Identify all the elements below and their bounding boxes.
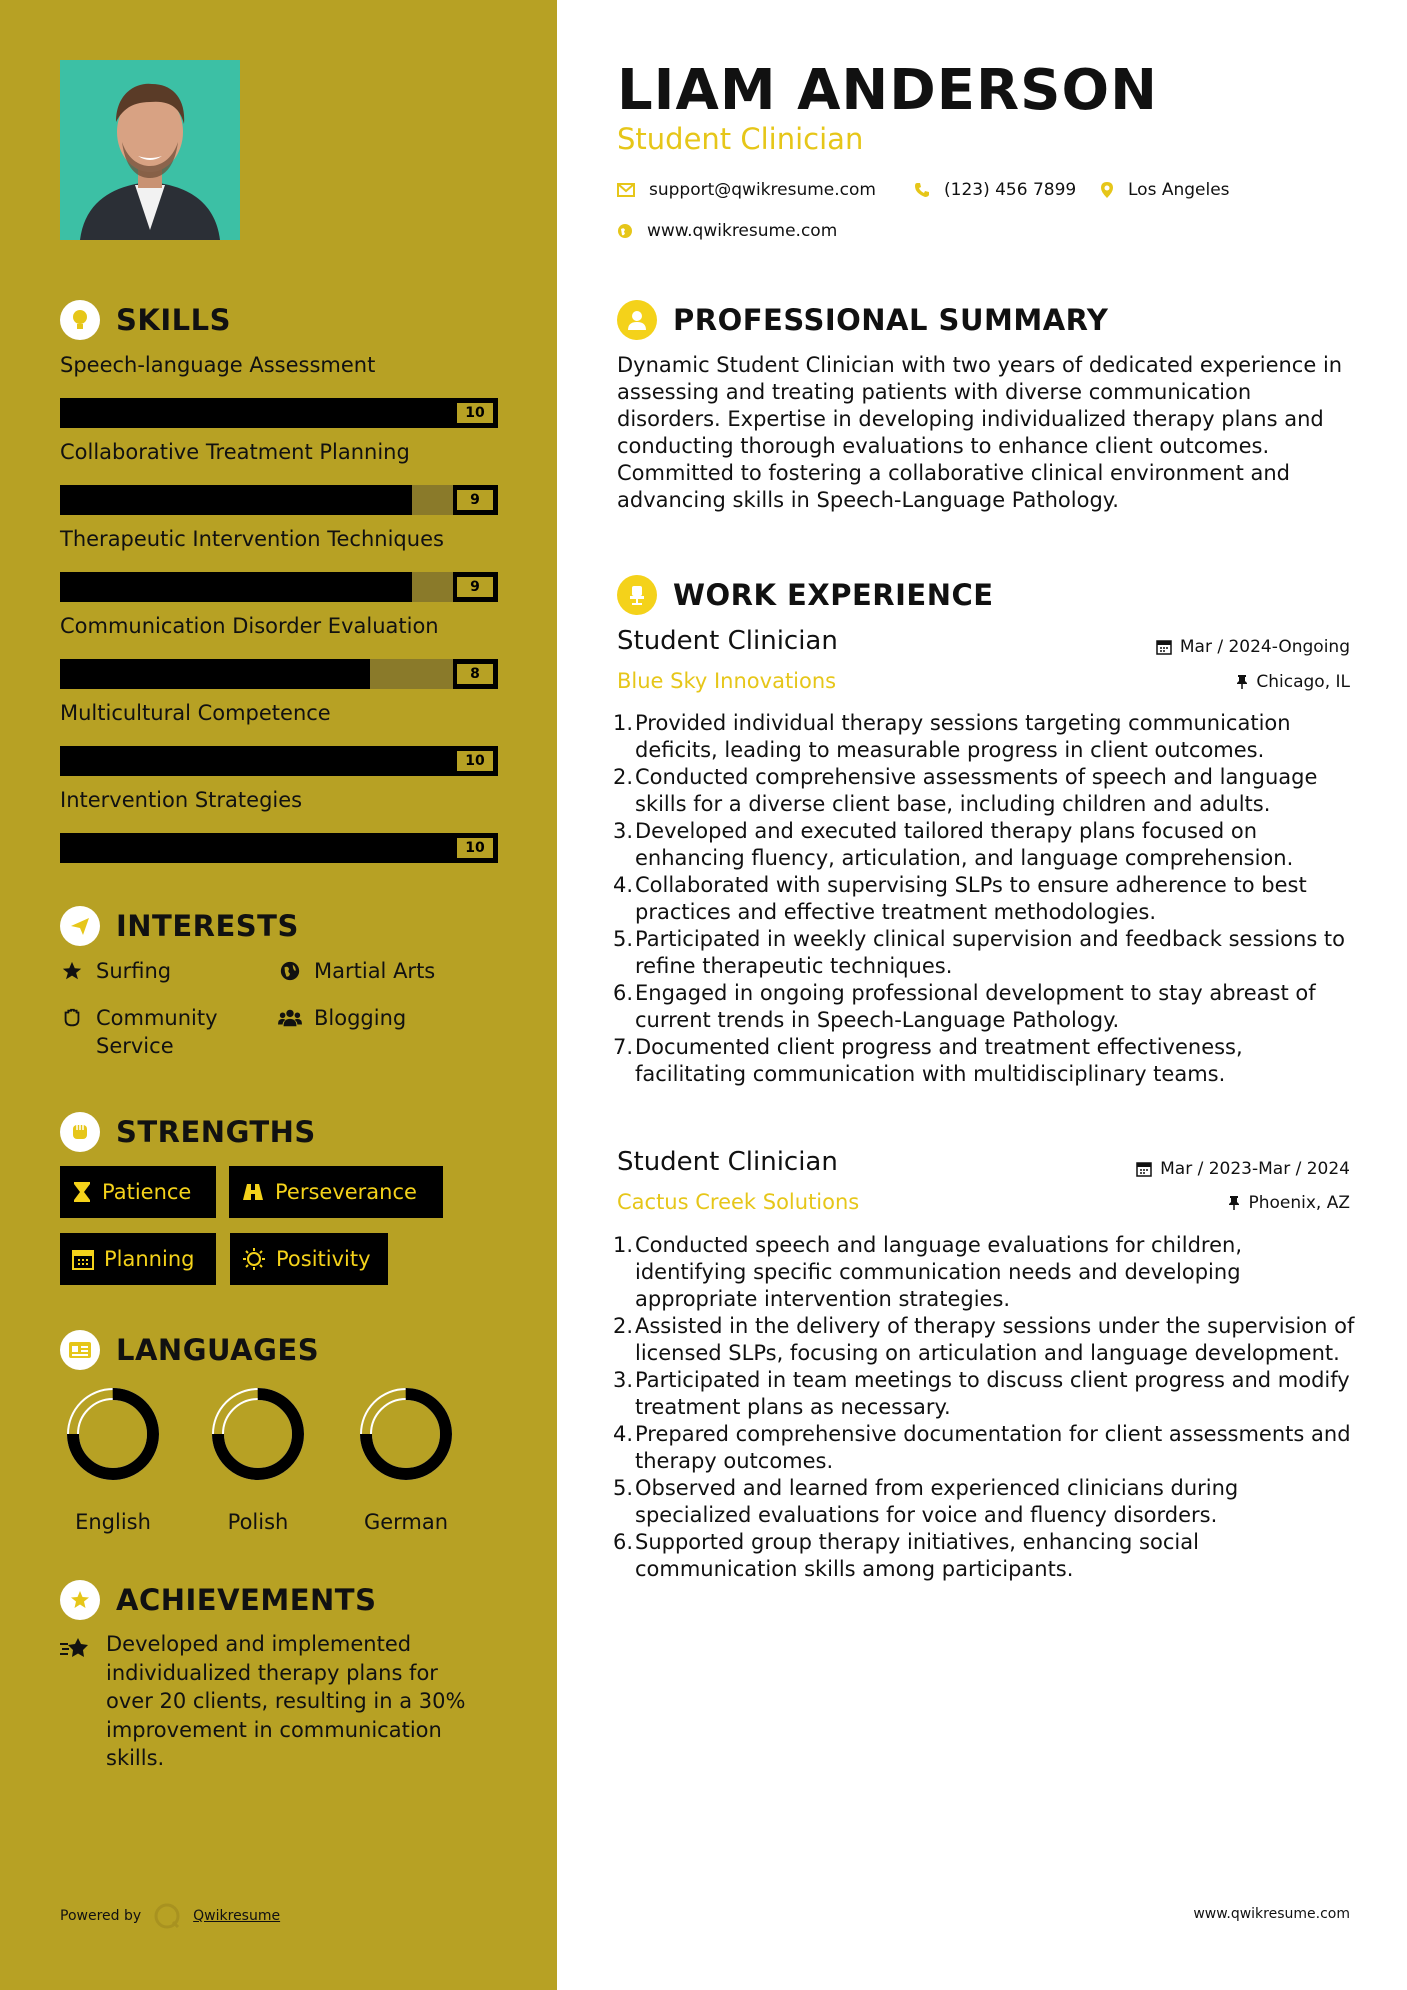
language-name: German [363, 1510, 449, 1534]
skill-bar [60, 572, 498, 602]
strength-badge [60, 1166, 216, 1218]
qwikresume-logo-icon [153, 1902, 181, 1930]
skills-title: SKILLS [116, 303, 231, 337]
globe-icon [278, 957, 302, 985]
skill-score: 8 [455, 662, 495, 686]
job-dates-text: Mar / 2024-Ongoing [1179, 637, 1350, 657]
skill-name: Speech-language Assessment [60, 353, 376, 377]
skill-bar [60, 659, 498, 689]
strength-badge [230, 1233, 388, 1285]
job-title: Student Clinician [617, 1147, 838, 1177]
achievement-text: Developed and implemented individualized therapy plans for over 20 clients, resulting in a 30% improvement in communication skills. [106, 1632, 466, 1770]
job-dates [1156, 637, 1350, 657]
skill-score: 9 [455, 575, 495, 599]
phone-icon [914, 182, 930, 198]
experience-title: WORK EXPERIENCE [673, 578, 994, 612]
strength-label: Patience [102, 1180, 192, 1204]
list-item: 4. Prepared comprehensive documentation for client assessments and therapy outcomes. [613, 1422, 1351, 1473]
language-name: English [75, 1510, 151, 1534]
candidate-role: Student Clinician [617, 122, 864, 156]
list-item: 1. Provided individual therapy sessions targeting communication deficits, leading to measurable progress in client outcomes. [613, 711, 1291, 762]
email-text[interactable]: support@qwikresume.com [649, 180, 876, 200]
calendar-icon [1136, 1161, 1152, 1177]
job-location [1228, 1193, 1350, 1213]
languages-title: LANGUAGES [116, 1333, 320, 1367]
skill-name: Collaborative Treatment Planning [60, 440, 410, 464]
skill-score: 10 [455, 836, 495, 860]
list-item: 2. Conducted comprehensive assessments of speech and language skills for a diverse client base, including children and adults. [613, 765, 1318, 816]
pushpin-icon [1228, 1195, 1240, 1211]
languages-heading [60, 1330, 319, 1370]
job-location [1236, 672, 1350, 692]
interests-heading [60, 906, 299, 946]
job-title: Student Clinician [617, 626, 838, 656]
list-item: 3. Participated in team meetings to discuss client progress and modify treatment plans as necessary. [613, 1368, 1350, 1419]
skill-name: Therapeutic Intervention Techniques [60, 527, 444, 551]
list-item: 1. Conducted speech and language evaluations for children, identifying specific communication needs and developing appropriate intervention strategies. [613, 1233, 1242, 1311]
achievement-item [60, 1630, 490, 1773]
list-item: 6. Supported group therapy initiatives, enhancing social communication skills among participants. [613, 1530, 1199, 1581]
contact-phone [914, 180, 1076, 200]
paper-plane-icon [60, 906, 100, 946]
envelope-icon [617, 183, 635, 197]
office-chair-icon [617, 575, 657, 615]
lightbulb-icon [60, 300, 100, 340]
strength-label: Positivity [276, 1247, 371, 1271]
interests-title: INTERESTS [116, 909, 299, 943]
shooting-star-icon [60, 1634, 92, 1662]
users-icon [278, 1004, 302, 1032]
list-item: 3. Developed and executed tailored therapy plans focused on enhancing fluency, articulation, and language comprehension. [613, 819, 1294, 870]
list-item: 4. Collaborated with supervising SLPs to ensure adherence to best practices and effective treatment methodologies. [613, 873, 1307, 924]
footer-website[interactable]: www.qwikresume.com [1193, 1906, 1350, 1922]
contact-email [617, 180, 876, 200]
skill-bar [60, 398, 498, 428]
skill-item [60, 350, 498, 428]
skill-item [60, 437, 498, 515]
skills-heading [60, 300, 231, 340]
skill-score: 10 [455, 749, 495, 773]
interest-label: Martial Arts [314, 959, 436, 983]
strength-badge [60, 1233, 216, 1285]
achievements-heading [60, 1580, 376, 1620]
list-item: 7. Documented client progress and treatment effectiveness, facilitating communication with multidisciplinary teams. [613, 1035, 1243, 1086]
candidate-name: LIAM ANDERSON [617, 58, 1158, 123]
language-item [198, 1384, 318, 1534]
contact-website [617, 221, 837, 241]
job-dates [1136, 1159, 1350, 1179]
avatar [60, 60, 240, 240]
skill-name: Multicultural Competence [60, 701, 331, 725]
skill-bar [60, 833, 498, 863]
language-item [53, 1384, 173, 1534]
language-ring [356, 1384, 456, 1484]
skill-score: 9 [455, 488, 495, 512]
pushpin-icon [1236, 674, 1248, 690]
medal-star-icon [60, 1580, 100, 1620]
strength-badge [229, 1166, 443, 1218]
phone-text[interactable]: (123) 456 7899 [944, 180, 1077, 200]
interest-item [60, 1004, 260, 1060]
sun-icon [242, 1247, 266, 1271]
profile-photo [60, 60, 240, 240]
list-item: 6. Engaged in ongoing professional development to stay abreast of current trends in Speech-Language Pathology. [613, 981, 1316, 1032]
strength-label: Planning [104, 1247, 195, 1271]
skill-item [60, 611, 498, 689]
hourglass-icon [72, 1181, 92, 1203]
binoculars-icon [241, 1182, 265, 1202]
map-pin-icon [1100, 181, 1114, 199]
job-location-text: Chicago, IL [1256, 672, 1350, 692]
job-dates-text: Mar / 2023-Mar / 2024 [1160, 1159, 1350, 1179]
language-name: Polish [227, 1510, 289, 1534]
star-icon [60, 957, 84, 985]
skill-item [60, 698, 498, 776]
hand-icon [60, 1004, 84, 1032]
strength-label: Perseverance [275, 1180, 417, 1204]
summary-title: PROFESSIONAL SUMMARY [673, 303, 1109, 337]
job-company: Blue Sky Innovations [617, 669, 837, 693]
language-ring [208, 1384, 308, 1484]
strengths-heading [60, 1112, 316, 1152]
interest-item [60, 957, 171, 985]
skill-score: 10 [455, 401, 495, 425]
language-ring [63, 1384, 163, 1484]
achievements-title: ACHIEVEMENTS [116, 1583, 377, 1617]
website-text[interactable]: www.qwikresume.com [647, 221, 838, 241]
job-company: Cactus Creek Solutions [617, 1190, 860, 1214]
globe-icon [617, 223, 633, 239]
powered-by-label: Powered by [60, 1908, 142, 1924]
strengths-title: STRENGTHS [116, 1115, 316, 1149]
list-item: 2. Assisted in the delivery of therapy sessions under the supervision of licensed SLPs, focusing on articulation and language development. [613, 1314, 1355, 1365]
job-location-text: Phoenix, AZ [1248, 1193, 1350, 1213]
skill-item [60, 785, 498, 863]
interest-label: Surfing [96, 959, 172, 983]
user-icon [617, 300, 657, 340]
contact-location [1100, 180, 1230, 200]
location-text: Los Angeles [1128, 180, 1230, 200]
summary-heading [617, 300, 1108, 340]
job-responsibilities [613, 1232, 1357, 1583]
id-card-icon [60, 1330, 100, 1370]
skill-name: Communication Disorder Evaluation [60, 614, 439, 638]
calendar-icon [72, 1248, 94, 1270]
skill-item [60, 524, 498, 602]
summary-text: Dynamic Student Clinician with two years of dedicated experience in assessing and treating patients with diverse communication disorders. Expertise in developing individualized therapy plans and conducting thorough evaluations to enhance client outcomes. Committed to fostering a collaborative clinical environment and advancing skills in Speech-Language Pathology. [617, 353, 1343, 512]
fist-icon [60, 1112, 100, 1152]
list-item: 5. Participated in weekly clinical supervision and feedback sessions to refine therapeutic techniques. [613, 927, 1346, 978]
list-item: 5. Observed and learned from experienced clinicians during specialized evaluations for voice and fluency disorders. [613, 1476, 1239, 1527]
interest-item [278, 1004, 406, 1032]
calendar-icon [1156, 639, 1172, 655]
interest-item [278, 957, 435, 985]
skill-name: Intervention Strategies [60, 788, 303, 812]
job-responsibilities [613, 710, 1357, 1088]
interest-label: Blogging [314, 1006, 407, 1030]
sidebar [0, 0, 557, 1990]
powered-by [60, 1902, 280, 1930]
interest-label: Community Service [96, 1006, 218, 1058]
skill-bar [60, 485, 498, 515]
experience-heading [617, 575, 994, 615]
language-item [346, 1384, 466, 1534]
qwikresume-link[interactable]: Qwikresume [193, 1908, 281, 1924]
skill-bar [60, 746, 498, 776]
